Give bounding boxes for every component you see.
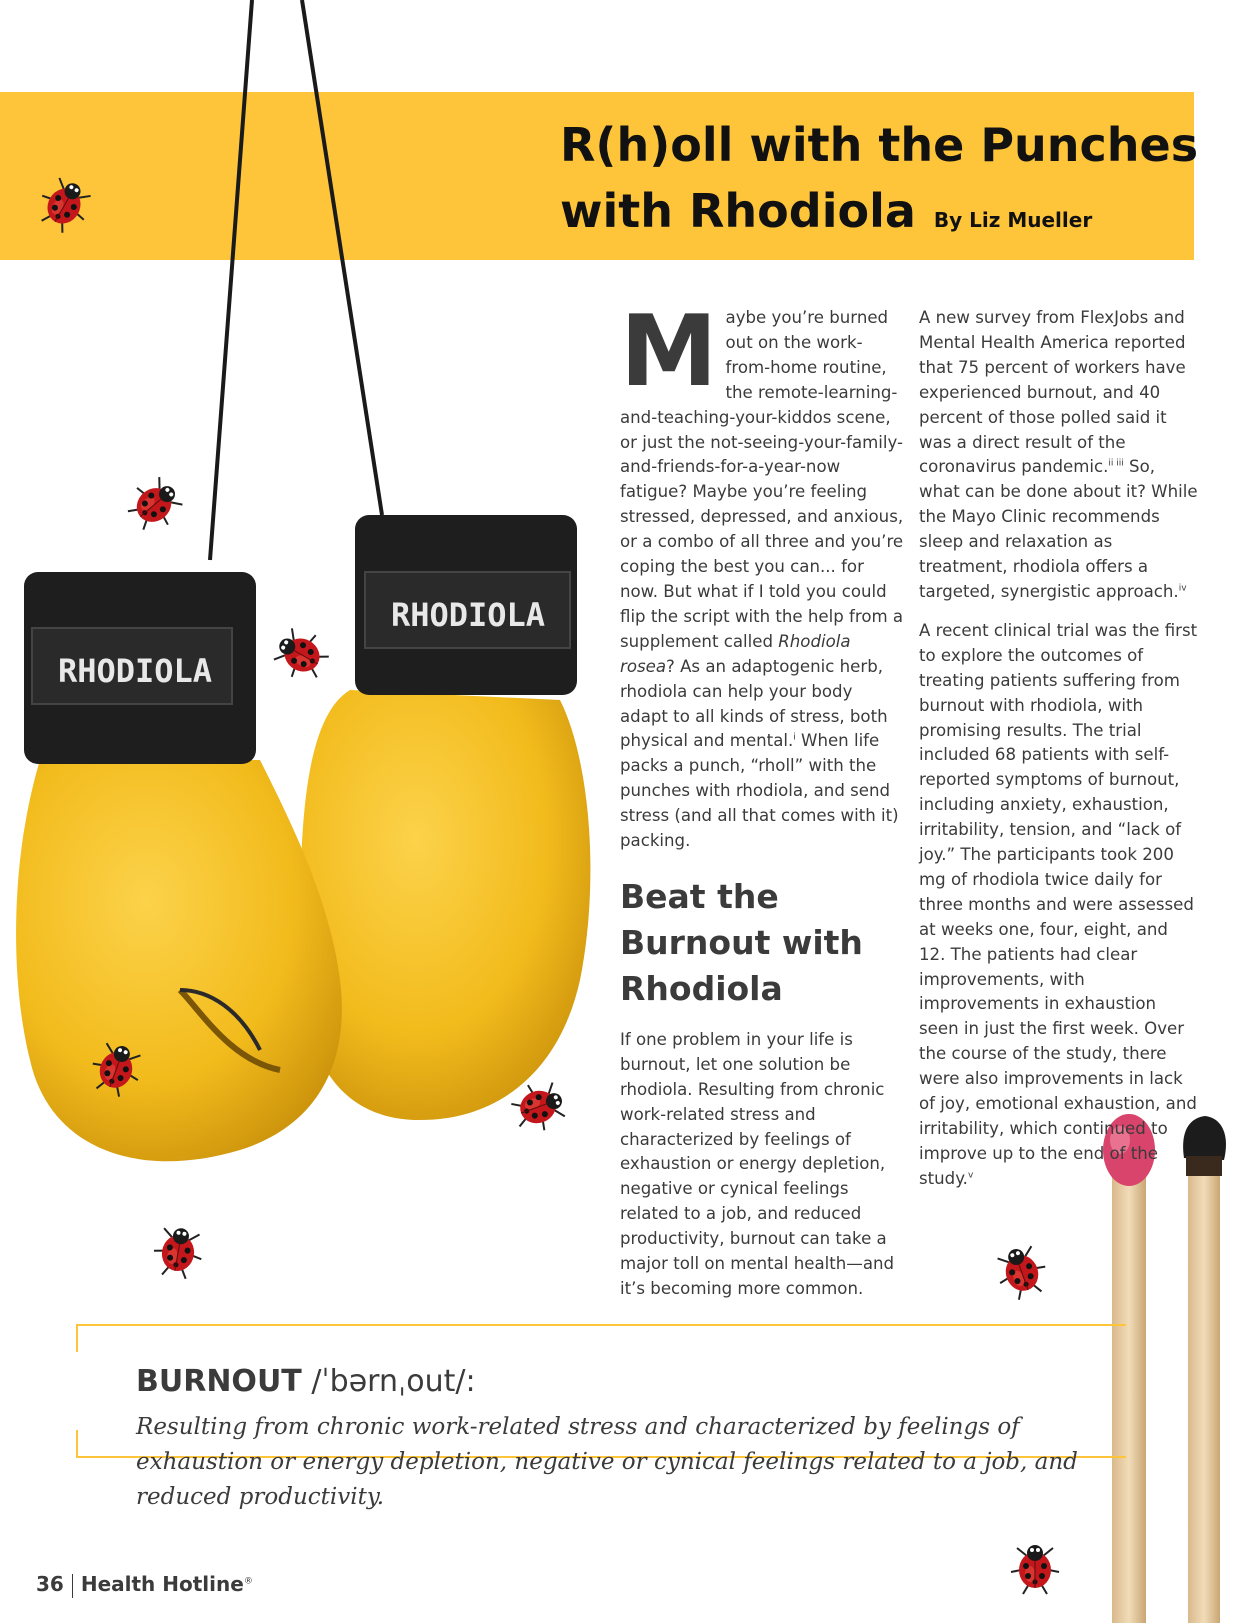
ladybug-icon bbox=[150, 1224, 206, 1281]
article-column-2 bbox=[919, 306, 1199, 1206]
article-title bbox=[560, 112, 1200, 253]
footnote-ref: ii iii bbox=[1108, 458, 1124, 469]
string-right bbox=[302, 0, 382, 515]
footnote-ref: iv bbox=[1178, 583, 1187, 594]
ladybug-icon bbox=[268, 622, 334, 688]
title-line-1: R(h)oll with the Punches bbox=[560, 118, 1199, 172]
string-left bbox=[210, 0, 252, 560]
intro-paragraph: Maybe you’re burned out on the work-from-home routine, the remote-learning-and-teaching-your-kiddos scene, or just the not-seeing-your-family-and-friends-for-a-year-now fatigue? Maybe you’re feeling stressed, depressed, and anxious, or a combo of all three and you’re coping the best you can... for now. But what if I told you could flip the script with the help from a supplement called Rhodiola rosea? As an adaptogenic herb, rhodiola can help your body adapt to all kinds of stress, both physical and mental.$^i$ When life packs a punch, “rholl” with the punches with rhodiola, and send stress (and all that comes with it) packing. bbox=[620, 295, 904, 851]
footer-divider bbox=[72, 1574, 73, 1598]
footnote-ref: i bbox=[793, 732, 796, 743]
registered-mark: ® bbox=[243, 1576, 253, 1587]
species-name: Rhodiola rosea bbox=[620, 631, 851, 676]
right-glove bbox=[300, 515, 590, 1120]
definition-box bbox=[76, 1324, 1126, 1510]
survey-paragraph: A new survey from FlexJobs and Mental Health America reported that 75 percent of workers have experienced burnout, and 40 percent of those polled said it was a direct result of the coronavirus pandemic.$^{ii iii}$ So, what can be done about it? While the Mayo Clinic recommends sleep and relaxation as treatment, rhodiola offers a targeted, synergistic approach.$^{iv}$ bbox=[919, 308, 1198, 601]
definition-text: Resulting from chronic work-related stress and characterized by feelings of exhaustion or energy depletion, negative or cynical feelings related to a job, and reduced productivity. bbox=[136, 1414, 1078, 1510]
footnote-ref: v bbox=[967, 1170, 974, 1181]
ladybug-icon bbox=[31, 172, 97, 238]
left-glove-label: RHODIOLA bbox=[57, 652, 213, 690]
trial-paragraph: A recent clinical trial was the first to explore the outcomes of treating patients suffering from burnout with rhodiola, with promising results. The trial included 68 patients with self-reported symptoms of burnout, including anxiety, exhaustion, irritability, tension, and “lack of joy.” The participants took 200 mg of rhodiola twice daily for three months and were assessed at weeks one, four, eight, and 12. The patients had clear improvements, with improvements in exhaustion seen in just the first week. Over the course of the study, there were also improvements in lack of joy, emotional exhaustion, and irritability, which continued to improve up to the end of the study.$^v$ bbox=[919, 620, 1198, 1188]
ladybug-icon bbox=[1011, 1545, 1059, 1594]
page-number: 36 bbox=[36, 1572, 64, 1596]
publication-name: Health Hotline bbox=[80, 1572, 244, 1596]
article-column-1 bbox=[620, 295, 905, 1316]
drop-cap: M bbox=[620, 295, 718, 409]
ladybug-icon bbox=[991, 1241, 1053, 1303]
definition-term: BURNOUT /ˈbərnˌout/: bbox=[136, 1364, 476, 1399]
right-glove-label: RHODIOLA bbox=[390, 596, 546, 634]
pronunciation: /ˈbərnˌout/: bbox=[311, 1364, 476, 1399]
burnout-paragraph: If one problem in your life is burnout, let one solution be rhodiola. Resulting from chronic work-related stress and characterized by feelings of exhaustion or energy depletion, negative or cynical feelings related to a job, and reduced productivity, burnout can take a major toll on mental health—and it’s becoming more common. bbox=[620, 1029, 895, 1298]
section-subhead: Beat the Burnout with Rhodiola bbox=[620, 876, 863, 1008]
ladybug-icon bbox=[120, 471, 188, 539]
page-footer bbox=[36, 1572, 253, 1598]
byline: By Liz Mueller bbox=[933, 208, 1093, 232]
title-line-2: with Rhodiola bbox=[560, 184, 916, 238]
